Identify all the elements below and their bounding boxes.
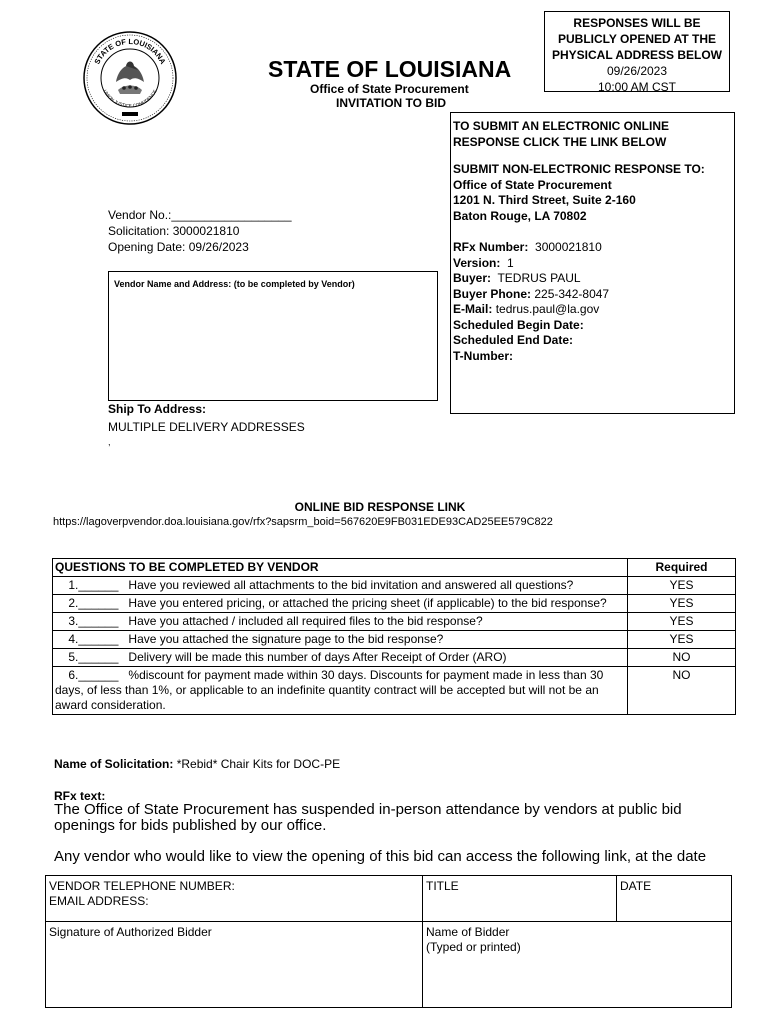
vendor-email-label: EMAIL ADDRESS: xyxy=(49,894,149,908)
vendor-phone-label: VENDOR TELEPHONE NUMBER: xyxy=(49,879,235,893)
opening-time: 10:00 AM CST xyxy=(597,80,677,94)
online-bid-heading: ONLINE BID RESPONSE LINK xyxy=(294,500,466,514)
question-5[interactable]: 5.______ Delivery will be made this number of days After Receipt of Order (ARO) xyxy=(53,649,628,667)
ship-to-extra: , xyxy=(108,437,111,447)
non-electronic-heading: SUBMIT NON-ELECTRONIC RESPONSE TO: xyxy=(453,162,705,176)
email-row xyxy=(453,302,705,318)
question-row xyxy=(53,595,736,613)
public-opening-notice xyxy=(544,11,730,92)
submission-info-box xyxy=(450,112,735,414)
signature-label: Signature of Authorized Bidder xyxy=(49,925,212,939)
buyer-email: tedrus.paul@la.gov xyxy=(495,302,600,316)
end-date-label: Scheduled End Date: xyxy=(453,333,574,347)
t-number-label: T-Number: xyxy=(453,348,513,363)
questions-heading: QUESTIONS TO BE COMPLETED BY VENDOR xyxy=(53,559,628,577)
address-line-3: Baton Rouge, LA 70802 xyxy=(453,208,587,223)
buyer-label: Buyer: xyxy=(453,271,492,285)
ship-to-value: MULTIPLE DELIVERY ADDRESSES xyxy=(108,420,305,434)
vendor-number: Vendor No.:__________________ xyxy=(108,208,292,222)
contact-cell[interactable] xyxy=(46,876,423,922)
date-cell[interactable] xyxy=(617,876,732,922)
buyer-row xyxy=(453,271,705,287)
ship-to-section xyxy=(108,400,305,448)
solicitation-name: *Rebid* Chair Kits for DOC-PE xyxy=(176,757,341,771)
email-label: E-Mail: xyxy=(453,302,493,316)
solicitation-name-label: Name of Solicitation: xyxy=(54,757,174,771)
question-row xyxy=(53,667,736,715)
buyer-phone-row xyxy=(453,287,705,303)
notice-line-3: PHYSICAL ADDRESS BELOW xyxy=(551,48,722,62)
rfx-text-paragraph-2: Any vendor who would like to view the opening of this bid can access the following link, at the date xyxy=(54,848,707,865)
signature-cell[interactable] xyxy=(46,922,423,1008)
title-label: TITLE xyxy=(426,879,459,893)
opening-date: 09/26/2023 xyxy=(606,64,668,78)
invitation-heading: INVITATION TO BID xyxy=(336,96,446,110)
question-3-required: YES xyxy=(628,613,736,631)
version-row xyxy=(453,256,705,272)
required-heading: Required xyxy=(628,559,736,577)
rfx-text-paragraph-1: The Office of State Procurement has suspended in-person attendance by vendors at public bid openings for bids published by our office. xyxy=(54,801,682,834)
question-5-required: NO xyxy=(628,649,736,667)
ship-to-label: Ship To Address: xyxy=(108,402,207,416)
question-row xyxy=(53,649,736,667)
bidder-name-note: (Typed or printed) xyxy=(426,940,521,954)
electronic-line-1: TO SUBMIT AN ELECTRONIC ONLINE xyxy=(453,119,669,133)
title-cell[interactable] xyxy=(423,876,617,922)
buyer-phone: 225-342-8047 xyxy=(534,286,610,301)
vendor-info xyxy=(108,207,292,255)
solicitation-number: Solicitation: 3000021810 xyxy=(108,224,240,238)
begin-date-label: Scheduled Begin Date: xyxy=(453,317,584,332)
notice-line-1: RESPONSES WILL BE xyxy=(573,16,701,30)
rfx-number-row xyxy=(453,240,705,256)
vendor-address-label: Vendor Name and Address: (to be completed by Vendor) xyxy=(114,279,355,289)
question-2[interactable]: 2.______ Have you entered pricing, or attached the pricing sheet (if applicable) to the bid response? xyxy=(53,595,628,613)
page-title: STATE OF LOUISIANA xyxy=(268,56,512,82)
question-row xyxy=(53,613,736,631)
office-name: Office of State Procurement xyxy=(310,82,469,96)
rfx-text-label: RFx text: xyxy=(54,789,106,803)
vendor-address-box[interactable] xyxy=(108,271,438,401)
question-1[interactable]: 1.______ Have you reviewed all attachments to the bid invitation and answered all questions? xyxy=(53,577,628,595)
question-6-required: NO xyxy=(628,667,736,715)
bidder-name-cell[interactable] xyxy=(423,922,732,1008)
signature-table xyxy=(45,875,732,1008)
question-3[interactable]: 3.______ Have you attached / included all required files to the bid response? xyxy=(53,613,628,631)
version-value: 1 xyxy=(507,255,514,270)
opening-date-line: Opening Date: 09/26/2023 xyxy=(108,240,249,254)
question-2-required: YES xyxy=(628,595,736,613)
questions-table xyxy=(52,558,736,715)
question-row xyxy=(53,631,736,649)
version-label: Version: xyxy=(453,255,501,270)
rfx-number-label: RFx Number: xyxy=(453,240,529,254)
online-bid-link[interactable]: https://lagoverpvendor.doa.louisiana.gov/rfx?sapsrm_boid=567620E9FB031EDE93CAD25EE579C822 xyxy=(53,516,553,528)
svg-text:UNION JUSTICE CONFIDENCE: UNION JUSTICE CONFIDENCE xyxy=(102,88,158,109)
address-line-1: Office of State Procurement xyxy=(453,177,612,192)
buyer-phone-label: Buyer Phone: xyxy=(453,286,532,301)
solicitation-name-row xyxy=(54,757,340,771)
signature-row-1 xyxy=(46,876,732,922)
question-4[interactable]: 4.______ Have you attached the signature page to the bid response? xyxy=(53,631,628,649)
buyer-name: TEDRUS PAUL xyxy=(497,271,581,285)
rfx-number: 3000021810 xyxy=(535,240,602,254)
date-label: DATE xyxy=(620,879,652,893)
svg-text:STATE OF LOUISIANA: STATE OF LOUISIANA xyxy=(92,36,168,66)
notice-line-2: PUBLICLY OPENED AT THE xyxy=(557,32,717,46)
address-line-2: 1201 N. Third Street, Suite 2-160 xyxy=(453,193,636,207)
question-4-required: YES xyxy=(628,631,736,649)
question-row xyxy=(53,577,736,595)
questions-header-row xyxy=(53,559,736,577)
bidder-name-label: Name of Bidder xyxy=(426,925,510,939)
state-seal xyxy=(82,30,178,126)
question-1-required: YES xyxy=(628,577,736,595)
electronic-line-2: RESPONSE CLICK THE LINK BELOW xyxy=(453,134,667,149)
question-6[interactable]: 6.______ %discount for payment made within 30 days. Discounts for payment made in less than 30 days, of less than 1%, or applicable to an indefinite quantity contract will be accepted but will not be an award consideration. xyxy=(53,667,628,715)
signature-row-2 xyxy=(46,922,732,1008)
